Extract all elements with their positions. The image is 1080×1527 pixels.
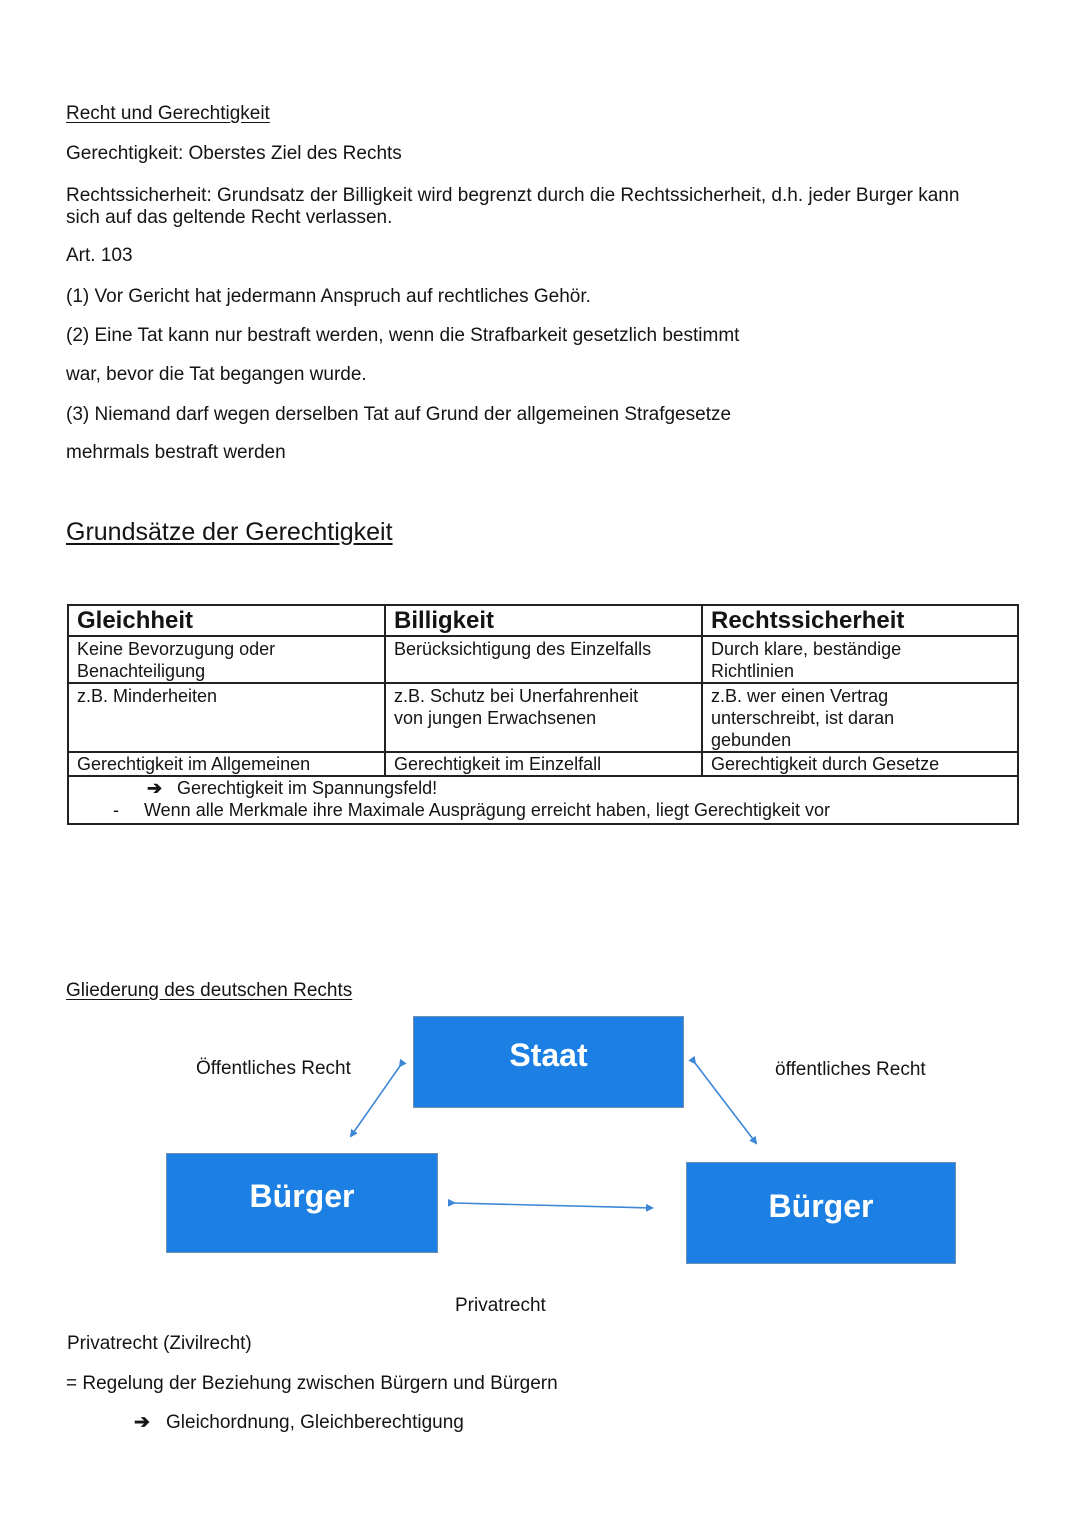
column-header-gleichheit: Gleichheit	[68, 605, 385, 636]
section-title-grundsaetze: Grundsätze der Gerechtigkeit	[66, 518, 393, 546]
arrow-right-icon: ➔	[134, 1412, 150, 1433]
cell-line: von jungen Erwachsenen	[394, 708, 597, 728]
privatrecht-result: Gleichordnung, Gleichberechtigung	[166, 1412, 464, 1433]
cell-line: z.B. Minderheiten	[77, 686, 218, 706]
summary-billigkeit: Gerechtigkeit im Einzelfall	[385, 752, 702, 776]
privatrecht-heading: Privatrecht (Zivilrecht)	[67, 1333, 252, 1354]
summary-rechtssicherheit: Gerechtigkeit durch Gesetze	[702, 752, 1018, 776]
privatrecht-definition: = Regelung der Beziehung zwischen Bürgern und Bürgern	[66, 1373, 558, 1394]
cell-line: z.B. wer einen Vertrag	[711, 686, 889, 706]
cell-line: Benachteiligung	[77, 661, 206, 681]
definition-gerechtigkeit: Gerechtigkeit: Oberstes Ziel des Rechts	[66, 143, 402, 164]
footer-spannungsfeld: Gerechtigkeit im Spannungsfeld!	[177, 778, 438, 798]
cell-line: z.B. Schutz bei Unerfahrenheit	[394, 686, 639, 706]
article-paragraph-1: (1) Vor Gericht hat jedermann Anspruch auf rechtliches Gehör.	[66, 286, 591, 307]
column-header-billigkeit: Billigkeit	[385, 605, 702, 636]
article-paragraph-2-line1: (2) Eine Tat kann nur bestraft werden, wenn die Strafbarkeit gesetzlich bestimmt	[66, 325, 740, 346]
cell-line: gebunden	[711, 730, 792, 750]
arrow-staat-buerger-left	[351, 1066, 400, 1136]
buerger-box-left: Bürger	[166, 1153, 438, 1253]
cell-line: Richtlinien	[711, 661, 795, 681]
section-title-gliederung: Gliederung des deutschen Rechts	[66, 980, 353, 1001]
section-title-recht-und-gerechtigkeit: Recht und Gerechtigkeit	[66, 103, 270, 124]
label-oeffentliches-recht-right: öffentliches Recht	[775, 1059, 926, 1080]
column-header-rechtssicherheit: Rechtssicherheit	[702, 605, 1018, 636]
article-paragraph-2-line2: war, bevor die Tat begangen wurde.	[66, 364, 367, 385]
arrow-buerger-buerger	[454, 1203, 652, 1208]
article-paragraph-3-line2: mehrmals bestraft werden	[66, 442, 286, 463]
bullet-dash-icon: -	[113, 800, 119, 820]
article-paragraph-3-line1: (3) Niemand darf wegen derselben Tat auf Grund der allgemeinen Strafgesetze	[66, 404, 732, 425]
staat-box: Staat	[413, 1016, 684, 1108]
buerger-box-right: Bürger	[686, 1162, 956, 1264]
label-privatrecht: Privatrecht	[455, 1295, 546, 1316]
definition-rechtssicherheit-line2: sich auf das geltende Recht verlassen.	[66, 207, 393, 228]
cell-line: Durch klare, beständige	[711, 639, 902, 659]
summary-gleichheit: Gerechtigkeit im Allgemeinen	[68, 752, 385, 776]
footer-maximale-auspraegung: Wenn alle Merkmale ihre Maximale Ausprägung erreicht haben, liegt Gerechtigkeit vor	[144, 800, 831, 820]
definition-rechtssicherheit-line1: Rechtssicherheit: Grundsatz der Billigkeit wird begrenzt durch die Rechtssicherheit, d.h. jeder Burger kann	[66, 185, 960, 206]
arrow-right-icon: ➔	[147, 778, 163, 798]
article-heading: Art. 103	[66, 245, 133, 266]
cell-line: Berücksichtigung des Einzelfalls	[394, 639, 652, 659]
label-oeffentliches-recht-left: Öffentliches Recht	[196, 1058, 351, 1079]
cell-line: unterschreibt, ist daran	[711, 708, 895, 728]
arrow-staat-buerger-right	[695, 1063, 756, 1143]
cell-line: Keine Bevorzugung oder	[77, 639, 276, 659]
